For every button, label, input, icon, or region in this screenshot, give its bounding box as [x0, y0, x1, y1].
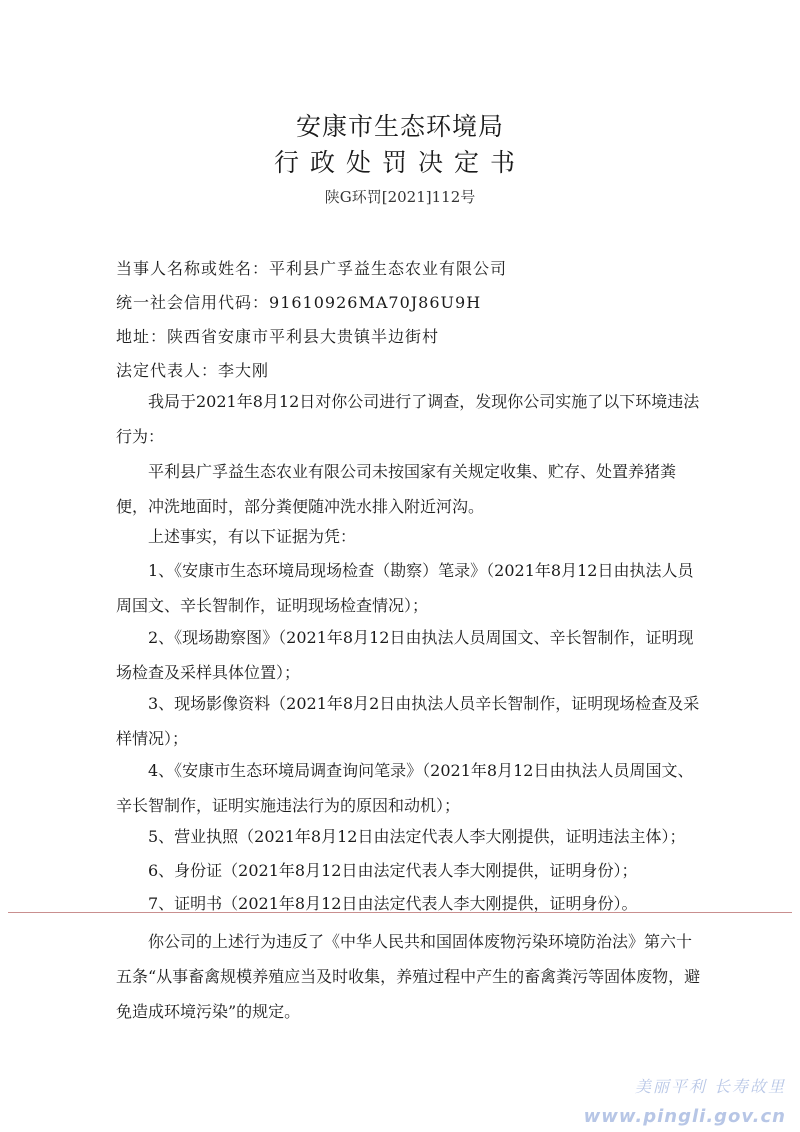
site-watermark: [584, 1072, 786, 1132]
party-name-label: 当事人名称或姓名：: [116, 259, 270, 278]
paragraph-text: 5、营业执照（2021年8月12日由法定代表人李大刚提供，证明违法主体）；: [148, 827, 686, 846]
credit-code-label: 统一社会信用代码：: [116, 293, 270, 312]
agency-title: 安康市生态环境局: [295, 112, 504, 141]
paragraph-text: 7、证明书（2021年8月12日由法定代表人李大刚提供，证明身份）。: [148, 894, 638, 913]
party-name-value: 平利县广孚益生态农业有限公司: [269, 259, 508, 278]
paragraph-text: 上述事实，有以下证据为凭：: [148, 527, 357, 546]
paragraph-text: 你公司的上述行为违反了《中华人民共和国固体废物污染环境防治法》第六十五条“从事畜禽规模养殖应当及时收集，养殖过程中产生的畜禽粪污等固体废物，避免造成环境污染”的规定。: [116, 932, 701, 1021]
paragraph-text: 1、《安康市生态环境局现场检查（勘察）笔录》（2021年8月12日由执法人员周国文、辛长智制作，证明现场检查情况）；: [116, 561, 694, 615]
evidence-item: [116, 620, 706, 690]
address-row: [116, 324, 439, 347]
address-value: 陕西省安康市平利县大贵镇半边街村: [167, 327, 440, 346]
watermark-url: www.pingli.gov.cn: [583, 1106, 786, 1127]
legal-rep-value: 李大刚: [218, 361, 270, 380]
body-paragraph: [116, 384, 706, 454]
evidence-item: [116, 686, 706, 756]
document-type-title: 行政处罚决定书: [273, 148, 526, 177]
paragraph-text: 平利县广孚益生态农业有限公司未按国家有关规定收集、贮存、处置养猪粪便，冲洗地面时，部分粪便随冲洗水排入附近河沟。: [116, 462, 677, 516]
evidence-item: [116, 853, 706, 888]
party-name-row: [116, 256, 507, 279]
evidence-item: [116, 819, 706, 854]
body-paragraph: [116, 454, 706, 524]
page-divider-line: [8, 912, 792, 913]
credit-code-value: 91610926MA70J86U9H: [269, 293, 482, 312]
evidence-item: [116, 753, 706, 823]
paragraph-text: 6、身份证（2021年8月12日由法定代表人李大刚提供，证明身份）；: [148, 861, 638, 880]
evidence-item: [116, 886, 706, 921]
evidence-item: [116, 553, 706, 623]
body-paragraph: [116, 519, 706, 554]
credit-code-row: [116, 290, 481, 313]
paragraph-text: 4、《安康市生态环境局调查询问笔录》（2021年8月12日由执法人员周国文、辛长智制作，证明实施违法行为的原因和动机）；: [116, 761, 694, 815]
legal-rep-label: 法定代表人：: [116, 361, 219, 380]
address-label: 地址：: [116, 327, 168, 346]
legal-rep-row: [116, 358, 269, 381]
body-paragraph: [116, 924, 706, 1029]
paragraph-text: 2、《现场勘察图》（2021年8月12日由执法人员周国文、辛长智制作，证明现场检查及采样具体位置）；: [116, 628, 694, 682]
document-number: 陕G环罚[2021]112号: [324, 188, 476, 206]
paragraph-text: 我局于2021年8月12日对你公司进行了调查，发现你公司实施了以下环境违法行为：: [116, 392, 700, 446]
watermark-slogan: 美丽平利 长寿故里: [634, 1077, 786, 1096]
paragraph-text: 3、现场影像资料（2021年8月2日由执法人员辛长智制作，证明现场检查及采样情况）；: [116, 694, 700, 748]
